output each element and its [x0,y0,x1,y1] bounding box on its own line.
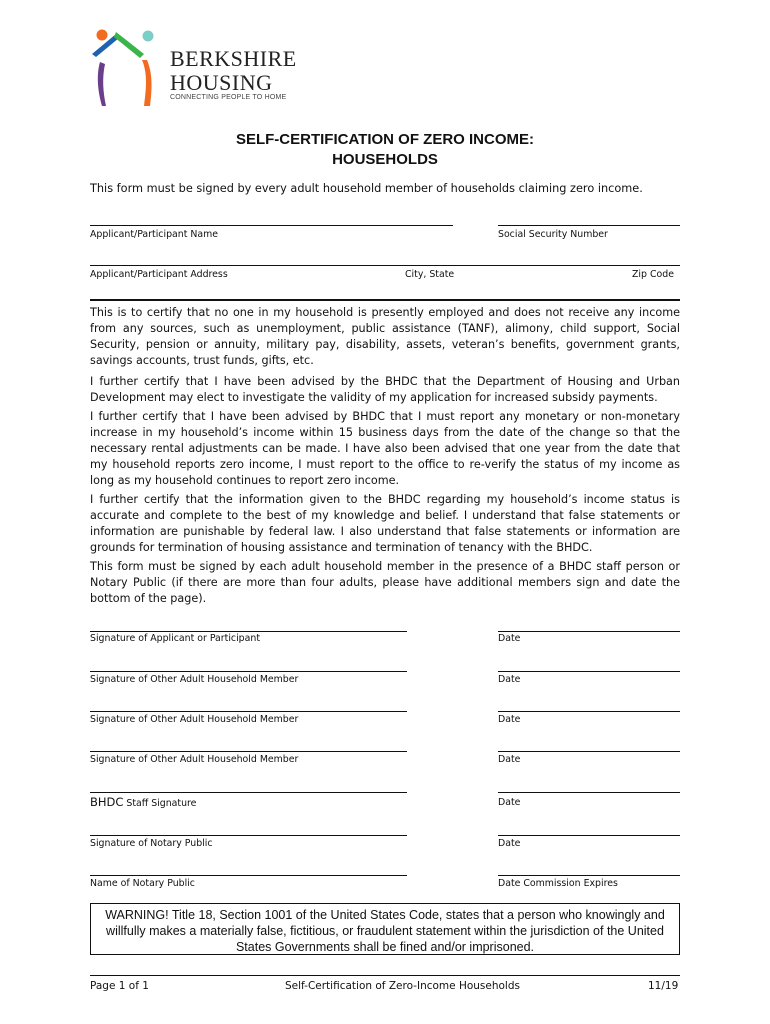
bhdc-label: BHDC [90,795,124,809]
zip-label: Zip Code [632,269,674,280]
signature-label: Signature of Other Adult Household Member [90,714,299,725]
date-label: Date [498,797,521,808]
footer-page-number: Page 1 of 1 [90,980,149,992]
ssn-line[interactable] [498,225,680,226]
warning-text: WARNING! Title 18, Section 1001 of the United States Code, states that a person who knowingly and willfully makes a materially false, fictitious, or fraudulent statement within the jurisdiction of the United States Governments shall be fined and/or imprisoned. [105,908,665,954]
certification-paragraph-5: This form must be signed by each adult household member in the presence of a BHDC staff person or Notary Public (if there are more than four adults, please have additional members sign and date the bottom of the page). [90,560,680,605]
footer-document-title: Self-Certification of Zero-Income Households [285,980,520,992]
address-label: Applicant/Participant Address [90,269,228,280]
intro-text: This form must be signed by every adult household member of households claiming zero income. [90,182,643,195]
ssn-label: Social Security Number [498,229,608,240]
date-line[interactable] [498,631,680,632]
date-line[interactable] [498,751,680,752]
date-label: Date [498,838,521,849]
certification-paragraph-3: I further certify that I have been advised by BHDC that I must report any monetary or non-monetary increase in my household’s income within 15 business days from the date of the change so that the necessary rental adjustments can be made. I have also been advised that one year from the date that my household reports zero income, I must report to the office to re-verify the status of my income as long as my household continues to report zero income. [90,410,680,487]
certification-paragraph-4: I further certify that the information given to the BHDC regarding my household’s income status is accurate and complete to the best of my knowledge and belief. I understand that false statements or information are punishable by federal law. I also understand that false statements or information are grounds for termination of housing assistance and termination of tenancy with the BHDC. [90,493,680,554]
date-line[interactable] [498,711,680,712]
berkshire-housing-logo [86,24,166,108]
footer-divider [90,975,680,976]
applicant-name-label: Applicant/Participant Name [90,229,219,240]
house-figure-icon [86,24,166,108]
city-state-label: City, State [405,269,455,280]
logo-name-line1: BERKSHIRE [170,46,297,71]
signature-line[interactable] [90,835,407,836]
date-label: Date Commission Expires [498,878,618,889]
warning-box [90,903,680,955]
form-title-line2: HOUSEHOLDS [332,151,438,168]
signature-line[interactable] [90,792,407,793]
certification-paragraph-1: This is to certify that no one in my household is presently employed and does not receive any income from any sources, such as unemployment, public assistance (TANF), alimony, child support, Social Security, pension or annuity, military pay, disability, assets, veteran’s benefits, government grants, savings accounts, trust funds, gifts, etc. [90,306,680,367]
bhdc-staff-signature-label [90,795,196,809]
applicant-name-line[interactable] [90,225,453,226]
date-line[interactable] [498,671,680,672]
footer-revision-date: 11/19 [648,980,679,992]
date-line[interactable] [498,792,680,793]
date-label: Date [498,633,521,644]
date-line[interactable] [498,875,680,876]
staff-signature-label: Staff Signature [126,798,197,809]
signature-line[interactable] [90,711,407,712]
signature-line[interactable] [90,751,407,752]
logo-name-line2: HOUSING [170,70,273,95]
signature-line[interactable] [90,671,407,672]
signature-label: Signature of Applicant or Participant [90,633,260,644]
signature-line[interactable] [90,875,407,876]
logo-tagline: CONNECTING PEOPLE TO HOME [170,94,287,101]
signature-label: Signature of Other Adult Household Member [90,674,299,685]
certification-paragraph-2: I further certify that I have been advised by the BHDC that the Department of Housing and Urban Development may elect to investigate the validity of my application for increased subsidy payments. [90,375,680,404]
date-label: Date [498,714,521,725]
signature-line[interactable] [90,631,407,632]
date-line[interactable] [498,835,680,836]
signature-label: Name of Notary Public [90,878,195,889]
signature-label: Signature of Other Adult Household Member [90,754,299,765]
date-label: Date [498,754,521,765]
address-line[interactable] [90,265,680,266]
form-title-line1: SELF-CERTIFICATION OF ZERO INCOME: [235,131,535,148]
section-divider [90,299,680,301]
date-label: Date [498,674,521,685]
signature-label: Signature of Notary Public [90,838,213,849]
